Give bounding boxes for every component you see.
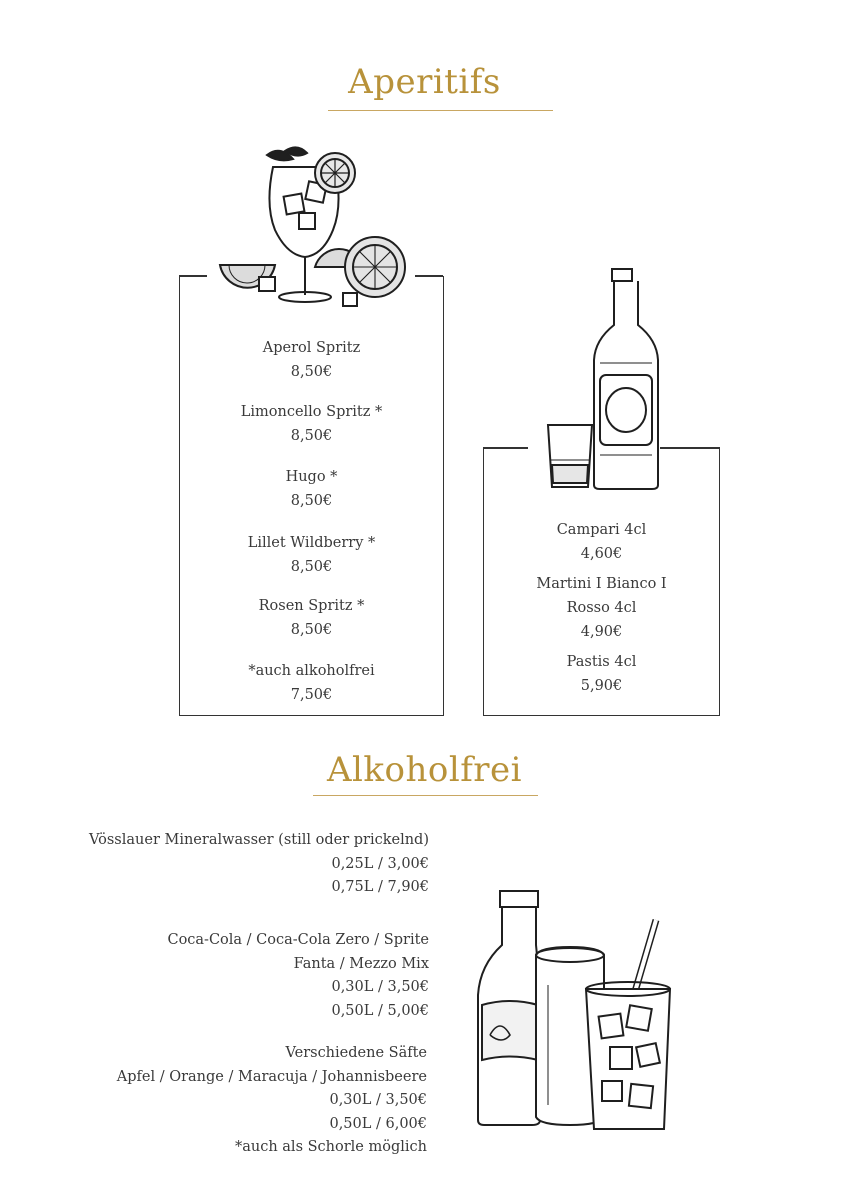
list-line: Apfel / Orange / Maracuja / Johannisbeere	[116, 1068, 427, 1085]
list-item	[180, 594, 443, 642]
right-box-top-left	[483, 447, 528, 449]
soft-drinks-icon	[470, 885, 680, 1135]
item-name: Rosso 4cl	[566, 600, 637, 616]
item-price: 7,50€	[290, 687, 333, 703]
item-name: Hugo *	[285, 469, 338, 485]
item-price: 4,60€	[580, 546, 623, 562]
item-price: 5,90€	[580, 678, 623, 694]
soda-group	[167, 929, 429, 1023]
list-line: 0,30L / 3,50€	[331, 979, 429, 995]
item-name: Rosen Spritz *	[258, 598, 365, 614]
water-group	[89, 829, 429, 900]
alkoholfrei-title: Alkoholfrei	[326, 750, 523, 790]
item-price: 8,50€	[290, 559, 333, 575]
list-line: Verschiedene Säfte	[285, 1045, 427, 1061]
list-item	[180, 465, 443, 513]
list-line: 0,50L / 5,00€	[331, 1002, 429, 1019]
list-item	[180, 400, 443, 448]
list-line: Coca-Cola / Coca-Cola Zero / Sprite	[167, 932, 429, 948]
left-box-top-left	[179, 275, 207, 277]
list-line: *auch als Schorle möglich	[234, 1139, 427, 1155]
list-item	[484, 572, 719, 644]
list-line: 0,30L / 3,50€	[329, 1092, 427, 1108]
list-item	[484, 518, 719, 566]
list-line: Fanta / Mezzo Mix	[293, 955, 429, 972]
list-item	[484, 650, 719, 698]
item-name: Campari 4cl	[556, 522, 647, 538]
list-item	[180, 531, 443, 579]
item-name: Pastis 4cl	[566, 654, 637, 670]
aperitifs-title: Aperitifs	[348, 62, 501, 102]
item-price: 8,50€	[290, 622, 333, 638]
item-price: 8,50€	[290, 428, 333, 444]
item-price: 8,50€	[290, 493, 333, 509]
list-item	[180, 336, 443, 384]
list-line: 0,25L / 3,00€	[331, 855, 429, 872]
list-item	[180, 659, 443, 707]
left-box-top-right	[415, 275, 443, 277]
alkoholfrei-title-rule	[313, 795, 538, 796]
item-price: 4,90€	[580, 624, 623, 640]
aperitifs-right-box	[483, 448, 720, 716]
aperitifs-left-box	[179, 276, 444, 716]
aperitifs-title-rule	[328, 110, 553, 111]
item-name: *auch alkoholfrei	[248, 663, 375, 679]
list-line: 0,75L / 7,90€	[331, 879, 429, 895]
item-price: 8,50€	[290, 364, 333, 380]
list-line: 0,50L / 6,00€	[329, 1115, 427, 1132]
item-name: Limoncello Spritz *	[240, 404, 383, 420]
item-name: Lillet Wildberry *	[247, 535, 376, 551]
item-name: Aperol Spritz	[262, 340, 361, 356]
item-name: Martini I Bianco I	[536, 576, 667, 592]
juice-group	[117, 1042, 427, 1160]
list-line: Vösslauer Mineralwasser (still oder prickelnd)	[88, 832, 429, 848]
right-box-top-right	[660, 447, 720, 449]
